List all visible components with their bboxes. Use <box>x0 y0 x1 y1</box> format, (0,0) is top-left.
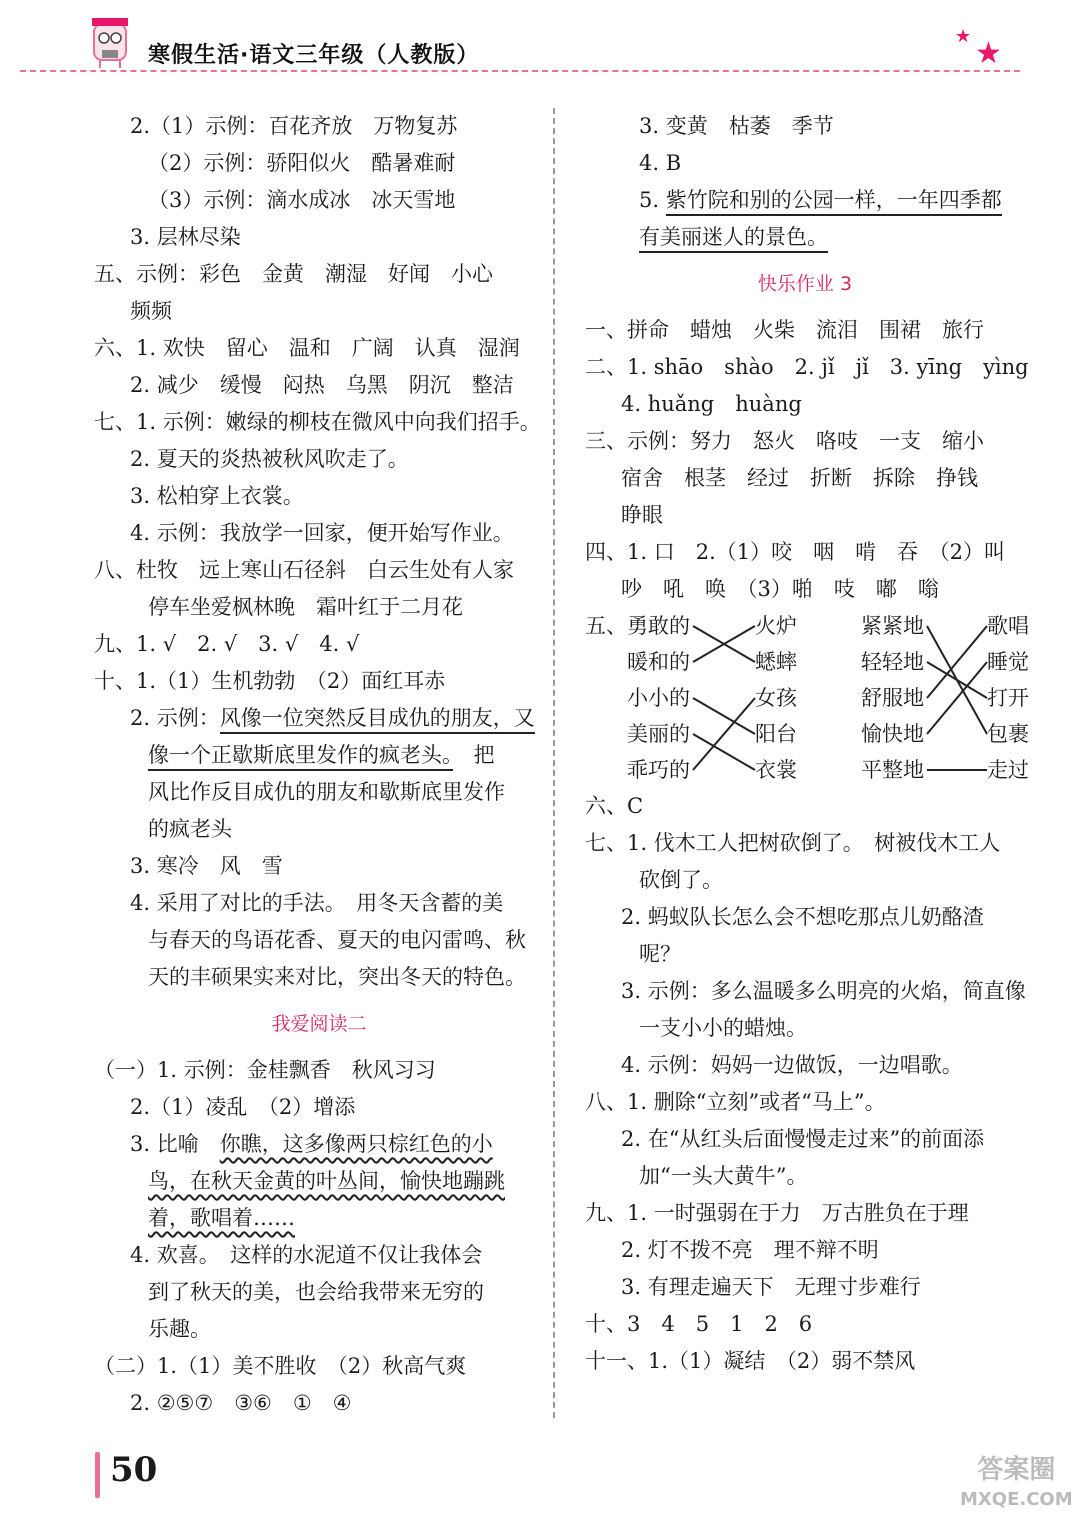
watermark-logo: 答案圈 <box>977 1455 1056 1485</box>
section-title-reading: 我爱阅读二 <box>271 1013 367 1035</box>
answer-line <box>585 182 1025 219</box>
matching-lines <box>585 608 1025 788</box>
answer-line <box>94 1237 544 1274</box>
answer-line <box>94 1385 544 1422</box>
answer-text: （二）1.（1）美不胜收 （2）秋高气爽 <box>94 1354 467 1378</box>
answer-text: 4. B <box>639 151 682 175</box>
answer-text: 七、1. 示例：嫩绿的柳枝在微风中向我们招手。 <box>94 410 541 434</box>
answer-prefix: 5. <box>639 188 666 212</box>
answer-text: 砍倒了。 <box>639 868 723 892</box>
answer-text: 九、1. 一时强弱在于力 万古胜负在于理 <box>585 1201 969 1225</box>
answer-text: 4. 采用了对比的手法。 用冬天含蓄的美 <box>130 891 504 915</box>
answer-text: 九、1. √ 2. √ 3. √ 4. √ <box>94 632 360 656</box>
header-title: 寒假生活·语文三年级（人教版） <box>148 43 480 68</box>
match-word: 打开 <box>987 686 1029 710</box>
answer-text: 八、杜牧 远上寒山石径斜 白云生处有人家 <box>94 558 514 582</box>
answer-line <box>585 219 1025 256</box>
answer-line <box>94 515 544 552</box>
answer-line <box>585 1084 1025 1121</box>
answer-line <box>585 825 1025 862</box>
answer-line <box>94 404 544 441</box>
match-word: 蟋蟀 <box>755 650 797 674</box>
match-word: 歌唱 <box>987 614 1029 638</box>
wavy-underlined-text: 鸟，在秋天金黄的叶丛间，愉快地蹦跳 <box>148 1169 505 1193</box>
match-word: 火炉 <box>755 614 797 638</box>
underlined-text: 紫竹院和别的公园一样，一年四季都 <box>666 188 1002 216</box>
answer-text: 天的丰硕果实来对比，突出冬天的特色。 <box>148 965 526 989</box>
owl-mascot-icon <box>88 14 132 70</box>
answer-line <box>94 293 544 330</box>
answer-text: 五、示例：彩色 金黄 潮湿 好闻 小心 <box>94 262 493 286</box>
answer-prefix: 3. 比喻 <box>130 1132 220 1156</box>
answer-text: 十、1.（1）生机勃勃 （2）面红耳赤 <box>94 669 446 693</box>
answer-line <box>585 145 1025 182</box>
answer-text: 4. 示例：妈妈一边做饭，一边唱歌。 <box>621 1053 963 1077</box>
match-word: 女孩 <box>755 686 797 710</box>
page-header <box>0 0 1059 80</box>
answer-text: 2. 灯不拨不亮 理不辩不明 <box>621 1238 879 1262</box>
answer-text: 四、1. 口 2.（1）咬 咽 啃 吞 （2）叫 <box>585 540 1005 564</box>
answer-text: 2. 蚂蚁队长怎么会不想吃那点儿奶酪渣 <box>621 905 984 929</box>
answer-line <box>585 312 1025 349</box>
match-line <box>693 734 755 770</box>
page-number-bar <box>95 1452 100 1498</box>
answer-line <box>94 552 544 589</box>
answer-line <box>94 145 544 182</box>
answer-text: 停车坐爱枫林晚 霜叶红于二月花 <box>148 595 463 619</box>
answer-line <box>585 108 1025 145</box>
star-icon: ★ <box>975 36 1002 71</box>
answer-text: 六、1. 欢快 留心 温和 广阔 认真 湿润 <box>94 336 520 360</box>
answer-line <box>94 885 544 922</box>
right-column <box>585 108 1029 1380</box>
answer-line <box>585 1306 1025 1343</box>
answer-text: 六、C <box>585 794 644 818</box>
answer-line <box>94 589 544 626</box>
underlined-text: 像一个正歇斯底里发作的疯老头。 <box>148 743 453 771</box>
answer-line <box>94 1348 544 1385</box>
underlined-text: 有美丽迷人的景色。 <box>639 225 828 253</box>
answer-line <box>94 848 544 885</box>
wavy-underlined-text: 着，歌唱着…… <box>148 1206 295 1230</box>
left-column <box>94 108 544 1422</box>
answer-line <box>585 497 1025 534</box>
wavy-underlined-text: 你瞧，这多像两只棕红色的小 <box>219 1132 493 1156</box>
match-line <box>927 626 987 698</box>
answer-line <box>94 1052 544 1089</box>
match-word: 衣裳 <box>755 758 797 782</box>
answer-text: 4. 欢喜。 这样的水泥道不仅让我体会 <box>130 1243 483 1267</box>
answer-text: 宿舍 根茎 经过 折断 拆除 挣钱 <box>621 466 978 490</box>
answer-line <box>585 386 1025 423</box>
answer-text: （2）示例：骄阳似火 酷暑难耐 <box>148 151 456 175</box>
answer-line <box>585 1121 1025 1158</box>
answer-prefix: 2. 示例： <box>130 706 220 730</box>
answer-line <box>94 478 544 515</box>
match-word: 暖和的 <box>627 650 690 674</box>
match-word: 阳台 <box>755 722 797 746</box>
answer-line <box>585 862 1025 899</box>
answer-line <box>585 1047 1025 1084</box>
match-word: 五、 <box>585 614 627 638</box>
match-word: 愉快地 <box>861 722 924 746</box>
page-number: 50 <box>110 1450 158 1490</box>
answer-line <box>585 571 1025 608</box>
answer-line <box>585 1232 1025 1269</box>
answer-line <box>585 936 1025 973</box>
match-word: 小小的 <box>627 686 690 710</box>
answer-text: 2. 夏天的炎热被秋风吹走了。 <box>130 447 409 471</box>
answer-text: 睁眼 <box>621 503 663 527</box>
watermark <box>960 1455 1073 1515</box>
answer-text: 二、1. shāo shào 2. jǐ jǐ 3. yīng yìng <box>585 355 1029 379</box>
answer-line <box>585 1010 1025 1047</box>
answer-line <box>94 330 544 367</box>
answer-line <box>585 1343 1025 1380</box>
section-title-homework: 快乐作业 3 <box>757 273 853 295</box>
matching-exercise <box>585 608 1029 788</box>
answer-line <box>585 1158 1025 1195</box>
answer-text: 加“一头大黄牛”。 <box>639 1164 808 1188</box>
answer-line <box>94 922 544 959</box>
answer-line <box>94 626 544 663</box>
match-word: 紧紧地 <box>861 614 924 638</box>
answer-line <box>585 460 1025 497</box>
answer-text: 4. 示例：我放学一回家，便开始写作业。 <box>130 521 514 545</box>
answer-text: 乐趣。 <box>148 1317 211 1341</box>
answer-text: 十、3 4 5 1 2 6 <box>585 1312 813 1336</box>
match-word: 勇敢的 <box>627 614 690 638</box>
answer-suffix: 把 <box>452 743 495 767</box>
match-word: 轻轻地 <box>861 650 924 674</box>
answer-line <box>94 1274 544 1311</box>
answer-line <box>94 663 544 700</box>
answer-text: 2. 减少 缓慢 闷热 乌黑 阴沉 整洁 <box>130 373 514 397</box>
answer-text: 2.（1）凌乱 （2）增添 <box>130 1095 356 1119</box>
answer-line <box>94 1311 544 1348</box>
answer-line <box>94 108 544 145</box>
answer-text: 2. ②⑤⑦ ③⑥ ① ④ <box>130 1391 352 1415</box>
answer-line <box>94 737 544 774</box>
answer-text: 3. 层林尽染 <box>130 225 241 249</box>
answer-line <box>94 811 544 848</box>
answer-text: 一支小小的蜡烛。 <box>639 1016 807 1040</box>
answer-line <box>94 182 544 219</box>
match-line <box>693 698 755 734</box>
answer-text: 的疯老头 <box>148 817 232 841</box>
match-word: 包裹 <box>987 722 1029 746</box>
answer-text: 与春天的鸟语花香、夏天的电闪雷鸣、秋 <box>148 928 526 952</box>
answer-text: 4. huǎng huàng <box>621 392 802 416</box>
match-word: 乖巧的 <box>627 758 690 782</box>
answer-text: 十一、1.（1）凝结 （2）弱不禁风 <box>585 1349 916 1373</box>
answer-text: 2.（1）示例：百花齐放 万物复苏 <box>130 114 458 138</box>
answer-line <box>94 1126 544 1163</box>
answer-line <box>94 1200 544 1237</box>
match-line <box>927 662 987 698</box>
answer-line <box>94 219 544 256</box>
match-word: 舒服地 <box>861 686 924 710</box>
match-word: 睡觉 <box>987 650 1029 674</box>
answer-line <box>585 1195 1025 1232</box>
answer-line <box>94 256 544 293</box>
answer-text: 3. 示例：多么温暖多么明亮的火焰，简直像 <box>621 979 1026 1003</box>
watermark-url: MXQE.COM <box>960 1489 1073 1510</box>
answer-text: 八、1. 删除“立刻”或者“马上”。 <box>585 1090 886 1114</box>
answer-line <box>94 367 544 404</box>
column-divider <box>553 108 555 1418</box>
answer-text: 风比作反目成仇的朋友和歇斯底里发作 <box>148 780 505 804</box>
answer-text: 呢？ <box>639 942 681 966</box>
answer-line <box>585 534 1025 571</box>
answer-text: （3）示例：滴水成冰 冰天雪地 <box>148 188 456 212</box>
answer-text: 一、拼命 蜡烛 火柴 流泪 围裙 旅行 <box>585 318 984 342</box>
match-line <box>693 698 755 770</box>
match-word: 走过 <box>987 758 1029 782</box>
answer-line <box>94 441 544 478</box>
answer-line <box>585 1269 1025 1306</box>
answer-text: 到了秋天的美，也会给我带来无穷的 <box>148 1280 484 1304</box>
underlined-text: 风像一位突然反目成仇的朋友，又 <box>220 706 535 734</box>
answer-text: 三、示例：努力 怒火 咯吱 一支 缩小 <box>585 429 984 453</box>
answer-line <box>585 788 1025 825</box>
answer-text: 七、1. 伐木工人把树砍倒了。 树被伐木工人 <box>585 831 1001 855</box>
answer-line <box>94 1089 544 1126</box>
star-icon: ★ <box>955 26 972 47</box>
answer-text: 3. 变黄 枯萎 季节 <box>639 114 834 138</box>
answer-text: 3. 有理走遍天下 无理寸步难行 <box>621 1275 921 1299</box>
answer-line <box>94 959 544 996</box>
match-line <box>927 662 987 734</box>
answer-line <box>585 973 1025 1010</box>
answer-line <box>585 349 1029 386</box>
answer-line <box>585 899 1025 936</box>
answer-text: 频频 <box>130 299 172 323</box>
answer-text: 3. 寒冷 风 雪 <box>130 854 283 878</box>
answer-line <box>94 700 544 737</box>
answer-text: 吵 吼 唤 （3）啪 吱 嘟 嗡 <box>621 577 939 601</box>
match-word: 美丽的 <box>627 722 690 746</box>
answer-line <box>585 423 1025 460</box>
header-divider <box>20 70 1020 72</box>
answer-text: （一）1. 示例：金桂飘香 秋风习习 <box>94 1058 436 1082</box>
match-word: 平整地 <box>861 758 924 782</box>
answer-text: 2. 在“从红头后面慢慢走过来”的前面添 <box>621 1127 985 1151</box>
answer-text: 3. 松柏穿上衣裳。 <box>130 484 304 508</box>
answer-line <box>94 774 544 811</box>
answer-line <box>94 1163 544 1200</box>
